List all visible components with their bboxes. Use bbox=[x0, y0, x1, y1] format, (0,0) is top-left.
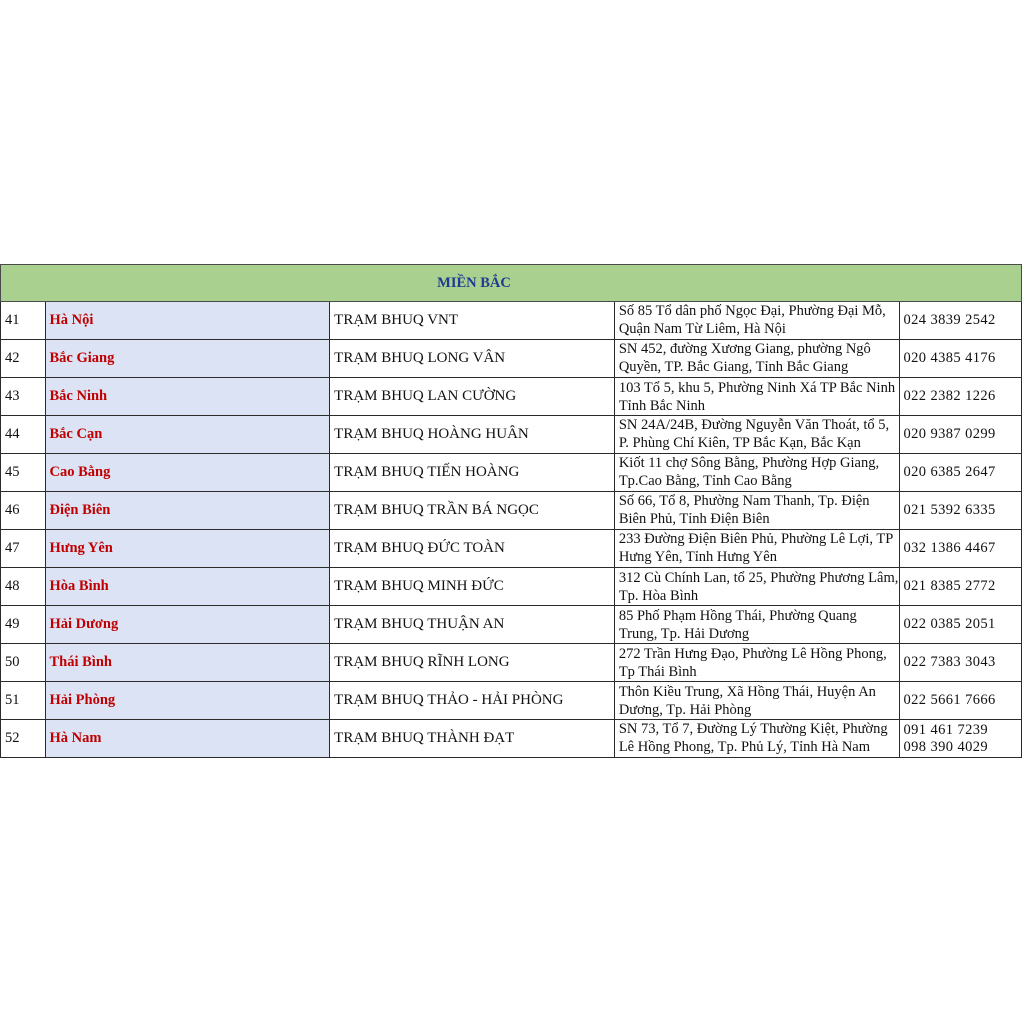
table-row bbox=[1, 416, 1022, 454]
table-row bbox=[1, 340, 1022, 378]
station-name-cell[interactable]: TRẠM BHUQ LAN CƯỜNG bbox=[330, 378, 615, 416]
province-cell[interactable]: Hà Nội bbox=[45, 302, 330, 340]
header-stub-cell bbox=[1, 265, 46, 302]
phone-number: 024 3839 2542 bbox=[903, 312, 996, 328]
address-cell[interactable]: 272 Trần Hưng Đạo, Phường Lê Hồng Phong, Tp Thái Bình bbox=[614, 644, 899, 682]
table-row bbox=[1, 492, 1022, 530]
address-cell[interactable]: SN 73, Tổ 7, Đường Lý Thường Kiệt, Phường Lê Hồng Phong, Tp. Phủ Lý, Tỉnh Hà Nam bbox=[614, 720, 899, 758]
address-cell[interactable]: 85 Phố Phạm Hồng Thái, Phường Quang Trung, Tp. Hải Dương bbox=[614, 606, 899, 644]
province-cell[interactable]: Hưng Yên bbox=[45, 530, 330, 568]
phone-cell[interactable] bbox=[899, 302, 1022, 340]
station-name-cell[interactable]: TRẠM BHUQ HOÀNG HUÂN bbox=[330, 416, 615, 454]
row-number-cell[interactable]: 48 bbox=[1, 568, 46, 606]
station-name-cell[interactable]: TRẠM BHUQ LONG VÂN bbox=[330, 340, 615, 378]
station-name-cell[interactable]: TRẠM BHUQ VNT bbox=[330, 302, 615, 340]
province-cell[interactable]: Điện Biên bbox=[45, 492, 330, 530]
phone-number: 022 2382 1226 bbox=[903, 388, 996, 404]
row-number-cell[interactable]: 47 bbox=[1, 530, 46, 568]
province-cell[interactable]: Hà Nam bbox=[45, 720, 330, 758]
phone-number: 021 8385 2772 bbox=[903, 578, 996, 594]
province-cell[interactable]: Bắc Cạn bbox=[45, 416, 330, 454]
phone-cell[interactable] bbox=[899, 568, 1022, 606]
address-cell[interactable]: Kiốt 11 chợ Sông Bằng, Phường Hợp Giang, Tp.Cao Bằng, Tỉnh Cao Bằng bbox=[614, 454, 899, 492]
phone-cell[interactable] bbox=[899, 454, 1022, 492]
row-number-cell[interactable]: 52 bbox=[1, 720, 46, 758]
province-cell[interactable]: Hải Phòng bbox=[45, 682, 330, 720]
address-cell[interactable]: 233 Đường Điện Biên Phủ, Phường Lê Lợi, TP Hưng Yên, Tỉnh Hưng Yên bbox=[614, 530, 899, 568]
station-name-cell[interactable]: TRẠM BHUQ THẢO - HẢI PHÒNG bbox=[330, 682, 615, 720]
phone-number: 020 9387 0299 bbox=[903, 426, 996, 442]
station-name-cell[interactable]: TRẠM BHUQ THÀNH ĐẠT bbox=[330, 720, 615, 758]
phone-number: 022 5661 7666 bbox=[903, 692, 996, 708]
address-cell[interactable]: Số 66, Tổ 8, Phường Nam Thanh, Tp. Điện Biên Phủ, Tỉnh Điện Biên bbox=[614, 492, 899, 530]
province-cell[interactable]: Thái Bình bbox=[45, 644, 330, 682]
table-row bbox=[1, 644, 1022, 682]
province-cell[interactable]: Bắc Ninh bbox=[45, 378, 330, 416]
phone-cell[interactable] bbox=[899, 682, 1022, 720]
table-body bbox=[1, 265, 1022, 758]
table-row bbox=[1, 568, 1022, 606]
phone-cell[interactable] bbox=[899, 378, 1022, 416]
phone-cell[interactable] bbox=[899, 530, 1022, 568]
station-name-cell[interactable]: TRẠM BHUQ ĐỨC TOÀN bbox=[330, 530, 615, 568]
spreadsheet bbox=[0, 264, 1024, 758]
address-cell[interactable]: Thôn Kiều Trung, Xã Hồng Thái, Huyện An Dương, Tp. Hải Phòng bbox=[614, 682, 899, 720]
phone-cell[interactable] bbox=[899, 644, 1022, 682]
table-row bbox=[1, 606, 1022, 644]
row-number-cell[interactable]: 42 bbox=[1, 340, 46, 378]
phone-cell[interactable] bbox=[899, 340, 1022, 378]
header-tail-cell bbox=[899, 265, 1022, 302]
province-cell[interactable]: Cao Bằng bbox=[45, 454, 330, 492]
station-name-cell[interactable]: TRẠM BHUQ MINH ĐỨC bbox=[330, 568, 615, 606]
row-number-cell[interactable]: 50 bbox=[1, 644, 46, 682]
address-cell[interactable]: Số 85 Tổ dân phố Ngọc Đại, Phường Đại Mỗ, Quận Nam Từ Liêm, Hà Nội bbox=[614, 302, 899, 340]
phone-number: 020 6385 2647 bbox=[903, 464, 996, 480]
row-number-cell[interactable]: 46 bbox=[1, 492, 46, 530]
province-cell[interactable]: Hòa Bình bbox=[45, 568, 330, 606]
phone-cell[interactable] bbox=[899, 606, 1022, 644]
phone-number: 020 4385 4176 bbox=[903, 350, 996, 366]
province-cell[interactable]: Bắc Giang bbox=[45, 340, 330, 378]
table-row bbox=[1, 530, 1022, 568]
row-number-cell[interactable]: 43 bbox=[1, 378, 46, 416]
phone-cell[interactable] bbox=[899, 492, 1022, 530]
station-name-cell[interactable]: TRẠM BHUQ RĨNH LONG bbox=[330, 644, 615, 682]
address-cell[interactable]: 312 Cù Chính Lan, tổ 25, Phường Phương Lâm, Tp. Hòa Bình bbox=[614, 568, 899, 606]
phone-number: 091 461 7239 bbox=[903, 721, 989, 738]
phone-number: 032 1386 4467 bbox=[903, 540, 996, 556]
region-header-row bbox=[1, 265, 1022, 302]
station-name-cell[interactable]: TRẠM BHUQ THUẬN AN bbox=[330, 606, 615, 644]
region-header-title: MIỀN BẮC bbox=[45, 265, 899, 302]
address-cell[interactable]: SN 24A/24B, Đường Nguyễn Văn Thoát, tổ 5, P. Phùng Chí Kiên, TP Bắc Kạn, Bắc Kạn bbox=[614, 416, 899, 454]
row-number-cell[interactable]: 51 bbox=[1, 682, 46, 720]
phone-cell[interactable] bbox=[899, 416, 1022, 454]
row-number-cell[interactable]: 41 bbox=[1, 302, 46, 340]
station-name-cell[interactable]: TRẠM BHUQ TRẦN BÁ NGỌC bbox=[330, 492, 615, 530]
row-number-cell[interactable]: 49 bbox=[1, 606, 46, 644]
address-cell[interactable]: 103 Tổ 5, khu 5, Phường Ninh Xá TP Bắc Ninh Tỉnh Bắc Ninh bbox=[614, 378, 899, 416]
address-cell[interactable]: SN 452, đường Xương Giang, phường Ngô Quyền, TP. Bắc Giang, Tỉnh Bắc Giang bbox=[614, 340, 899, 378]
table-row bbox=[1, 302, 1022, 340]
phone-number: 022 0385 2051 bbox=[903, 616, 996, 632]
row-number-cell[interactable]: 44 bbox=[1, 416, 46, 454]
station-name-cell[interactable]: TRẠM BHUQ TIẾN HOÀNG bbox=[330, 454, 615, 492]
table-row bbox=[1, 682, 1022, 720]
table-row bbox=[1, 720, 1022, 758]
row-number-cell[interactable]: 45 bbox=[1, 454, 46, 492]
phone-number: 021 5392 6335 bbox=[903, 502, 996, 518]
province-cell[interactable]: Hải Dương bbox=[45, 606, 330, 644]
station-table bbox=[0, 264, 1022, 758]
phone-number: 098 390 4029 bbox=[903, 738, 989, 755]
phone-cell[interactable] bbox=[899, 720, 1022, 758]
table-row bbox=[1, 454, 1022, 492]
table-row bbox=[1, 378, 1022, 416]
phone-number: 022 7383 3043 bbox=[903, 654, 996, 670]
